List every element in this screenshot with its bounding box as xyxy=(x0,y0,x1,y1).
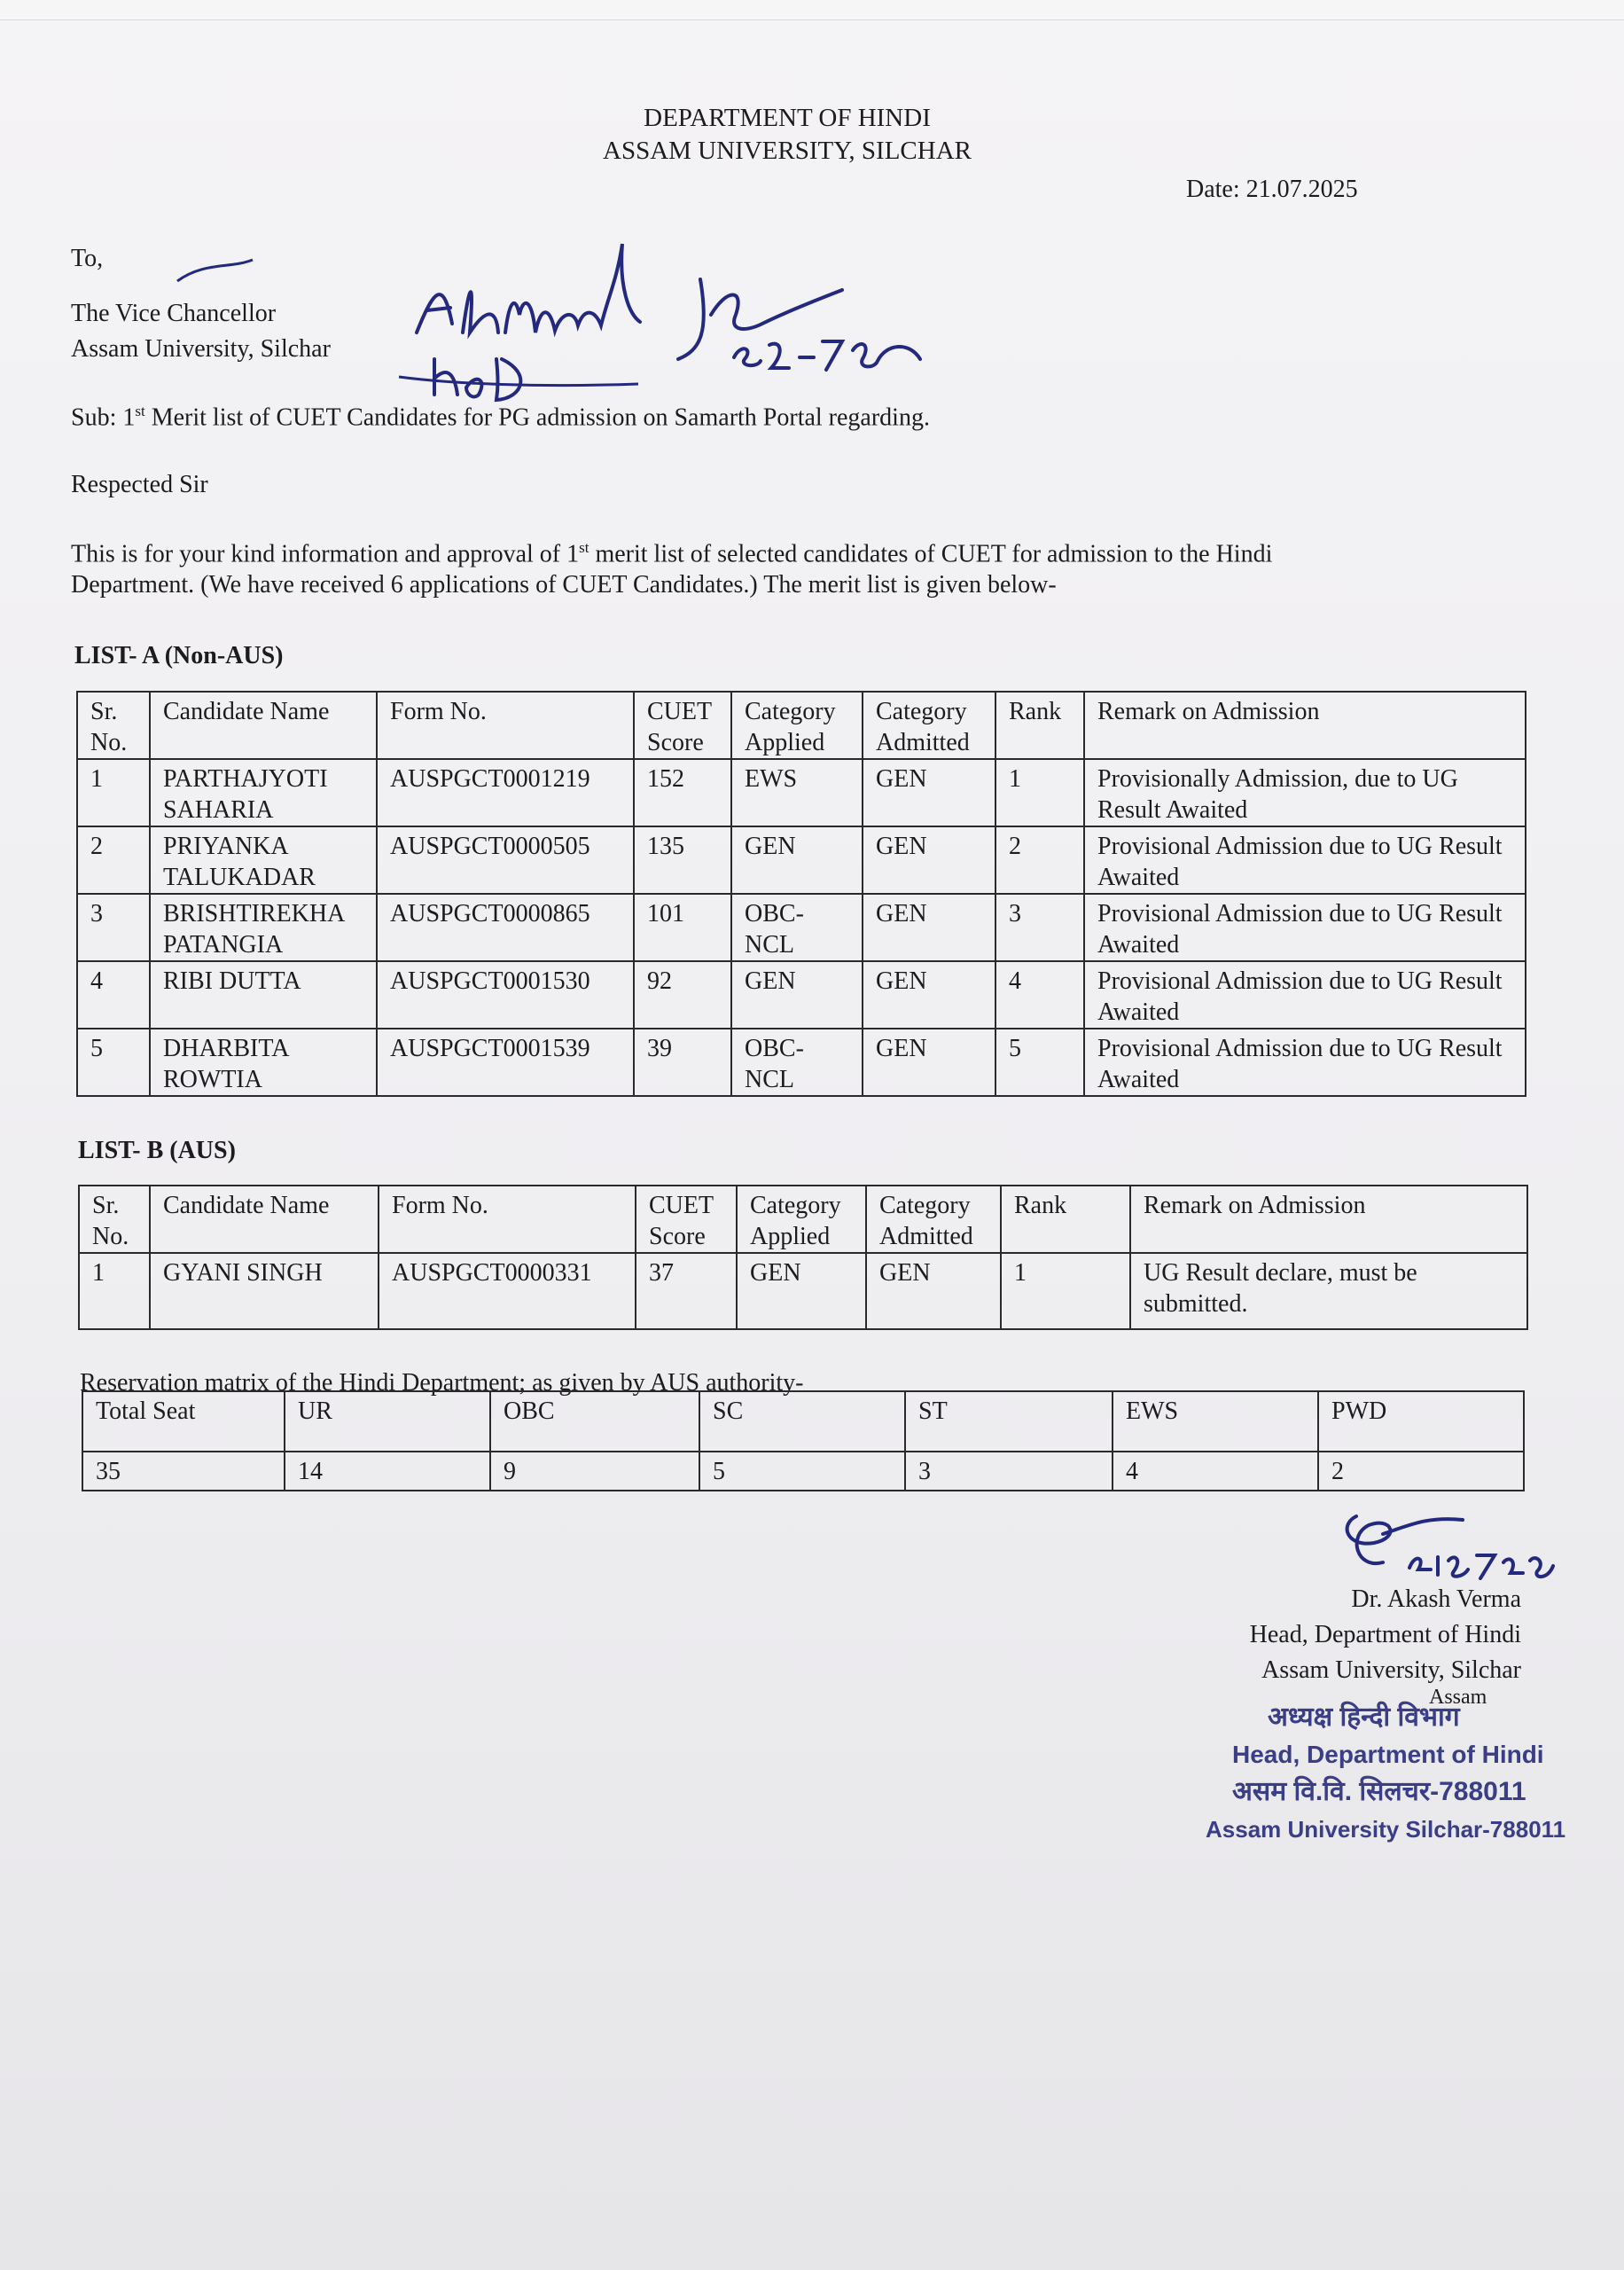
cell-remark: Provisional Admission due to UG Result Awaited xyxy=(1084,894,1526,961)
cell-remark: UG Result declare, must be submitted. xyxy=(1130,1253,1527,1329)
cell-score: 37 xyxy=(636,1253,737,1329)
reservation-table xyxy=(82,1390,1525,1491)
value-cell: 9 xyxy=(490,1452,699,1491)
reservation-values-row xyxy=(82,1452,1524,1491)
header-cell: PWD xyxy=(1318,1391,1524,1452)
cell-remark: Provisionally Admission, due to UG Result Awaited xyxy=(1084,759,1526,826)
list-b-header-row xyxy=(79,1186,1527,1253)
cell-score: 92 xyxy=(634,961,731,1029)
signatory-suffix: Assam xyxy=(1429,1686,1487,1709)
header-cell: Rank xyxy=(1001,1186,1130,1253)
cell-rank: 3 xyxy=(995,894,1084,961)
cell-name: GYANI SINGH xyxy=(150,1253,379,1329)
value-cell: 35 xyxy=(82,1452,285,1491)
body-sup: st xyxy=(579,539,589,556)
cell-rank: 1 xyxy=(1001,1253,1130,1329)
stamp-line-hindi-2: असम वि.वि. सिलचर-788011 xyxy=(1232,1777,1526,1806)
body-text-b: merit list of selected candidates of CUET for admission to the Hindi xyxy=(589,540,1273,568)
header-cell: Category Applied xyxy=(731,692,863,759)
body-text-a: This is for your kind information and approval of 1 xyxy=(71,540,580,568)
cell-remark: Provisional Admission due to UG Result Awaited xyxy=(1084,1029,1526,1096)
official-stamp xyxy=(1206,1698,1569,1847)
list-b-title: LIST- B (AUS) xyxy=(78,1137,236,1164)
address-line-2: Assam University, Silchar xyxy=(71,335,331,363)
cell-cat-admitted: GEN xyxy=(866,1253,1001,1329)
subject-prefix: Sub: 1 xyxy=(71,403,136,432)
signatory-name: Dr. Akash Verma xyxy=(1351,1585,1521,1613)
cell-score: 135 xyxy=(634,826,731,894)
cell-sr: 5 xyxy=(77,1029,150,1096)
cell-cat-applied: OBC-NCL xyxy=(731,1029,863,1096)
value-cell: 5 xyxy=(699,1452,905,1491)
header-cell: CUET Score xyxy=(634,692,731,759)
header-cell: Remark on Admission xyxy=(1084,692,1526,759)
cell-cat-applied: OBC-NCL xyxy=(731,894,863,961)
letterhead xyxy=(0,102,1574,168)
salutation: Respected Sir xyxy=(71,471,208,498)
cell-cat-applied: GEN xyxy=(731,961,863,1029)
cell-cat-applied: GEN xyxy=(731,826,863,894)
cell-cat-admitted: GEN xyxy=(863,759,995,826)
value-cell: 3 xyxy=(905,1452,1113,1491)
address-line-1: The Vice Chancellor xyxy=(71,300,277,327)
cell-name: BRISHTIREKHA PATANGIA xyxy=(150,894,377,961)
cell-cat-admitted: GEN xyxy=(863,894,995,961)
header-cell: Rank xyxy=(995,692,1084,759)
cell-form: AUSPGCT0001539 xyxy=(377,1029,634,1096)
signatory-org: Assam University, Silchar xyxy=(1261,1656,1521,1684)
cell-sr: 3 xyxy=(77,894,150,961)
cell-rank: 5 xyxy=(995,1029,1084,1096)
list-a-header-row xyxy=(77,692,1526,759)
cell-cat-applied: GEN xyxy=(737,1253,866,1329)
body-line-2: Department. (We have received 6 applications of CUET Candidates.) The merit list is given below- xyxy=(71,571,1057,599)
value-cell: 14 xyxy=(285,1452,490,1491)
cell-cat-applied: EWS xyxy=(731,759,863,826)
cell-score: 39 xyxy=(634,1029,731,1096)
header-cell: ST xyxy=(905,1391,1113,1452)
header-cell: Candidate Name xyxy=(150,692,377,759)
body-line-1 xyxy=(71,530,1272,572)
cell-remark: Provisional Admission due to UG Result Awaited xyxy=(1084,961,1526,1029)
header-cell: OBC xyxy=(490,1391,699,1452)
cell-rank: 4 xyxy=(995,961,1084,1029)
cell-cat-admitted: GEN xyxy=(863,961,995,1029)
header-cell: Form No. xyxy=(377,692,634,759)
list-a-title: LIST- A (Non-AUS) xyxy=(74,642,284,669)
header-cell: Total Seat xyxy=(82,1391,285,1452)
header-cell: EWS xyxy=(1113,1391,1318,1452)
list-b-table xyxy=(78,1185,1528,1330)
cell-name: RIBI DUTTA xyxy=(150,961,377,1029)
table-row xyxy=(79,1253,1527,1329)
cell-sr: 4 xyxy=(77,961,150,1029)
signatory-block xyxy=(1064,1582,1521,1688)
header-cell: Remark on Admission xyxy=(1130,1186,1527,1253)
handwritten-approval xyxy=(168,226,1011,412)
header-cell: Sr. No. xyxy=(77,692,150,759)
cell-score: 152 xyxy=(634,759,731,826)
header-cell: Category Admitted xyxy=(866,1186,1001,1253)
cell-sr: 2 xyxy=(77,826,150,894)
value-cell: 4 xyxy=(1113,1452,1318,1491)
cell-form: AUSPGCT0001530 xyxy=(377,961,634,1029)
subject-text: Merit list of CUET Candidates for PG admission on Samarth Portal regarding. xyxy=(144,403,930,432)
list-a-table xyxy=(76,691,1526,1097)
cell-rank: 1 xyxy=(995,759,1084,826)
header-cell: Candidate Name xyxy=(150,1186,379,1253)
department-name: DEPARTMENT OF HINDI xyxy=(644,104,931,132)
table-row xyxy=(77,1029,1526,1096)
stamp-line-english-2: Assam University Silchar-788011 xyxy=(1206,1816,1566,1843)
cell-form: AUSPGCT0000331 xyxy=(379,1253,636,1329)
top-edge-strip xyxy=(0,0,1624,20)
cell-score: 101 xyxy=(634,894,731,961)
cell-name: PARTHAJYOTI SAHARIA xyxy=(150,759,377,826)
header-cell: Sr. No. xyxy=(79,1186,150,1253)
stamp-line-hindi-1: अध्यक्ष हिन्दी विभाग xyxy=(1268,1702,1460,1732)
cell-name: PRIYANKA TALUKADAR xyxy=(150,826,377,894)
cell-sr: 1 xyxy=(77,759,150,826)
header-cell: SC xyxy=(699,1391,905,1452)
table-row xyxy=(77,759,1526,826)
cell-form: AUSPGCT0001219 xyxy=(377,759,634,826)
table-row xyxy=(77,826,1526,894)
stamp-line-english-1: Head, Department of Hindi xyxy=(1232,1741,1544,1768)
cell-remark: Provisional Admission due to UG Result Awaited xyxy=(1084,826,1526,894)
header-cell: UR xyxy=(285,1391,490,1452)
letter-date: Date: 21.07.2025 xyxy=(1186,176,1358,203)
signatory-title: Head, Department of Hindi xyxy=(1249,1621,1521,1648)
table-row xyxy=(77,961,1526,1029)
cell-cat-admitted: GEN xyxy=(863,826,995,894)
reservation-header-row xyxy=(82,1391,1524,1452)
header-cell: CUET Score xyxy=(636,1186,737,1253)
cell-form: AUSPGCT0000865 xyxy=(377,894,634,961)
address-to: To, xyxy=(71,245,104,272)
cell-name: DHARBITA ROWTIA xyxy=(150,1029,377,1096)
subject-sup: st xyxy=(135,403,145,419)
header-cell: Category Applied xyxy=(737,1186,866,1253)
header-cell: Form No. xyxy=(379,1186,636,1253)
cell-cat-admitted: GEN xyxy=(863,1029,995,1096)
header-cell: Category Admitted xyxy=(863,692,995,759)
reservation-title: Reservation matrix of the Hindi Department; as given by AUS authority- xyxy=(80,1369,804,1397)
table-row xyxy=(77,894,1526,961)
cell-sr: 1 xyxy=(79,1253,150,1329)
subject-line xyxy=(71,394,930,435)
university-name: ASSAM UNIVERSITY, SILCHAR xyxy=(603,137,972,165)
value-cell: 2 xyxy=(1318,1452,1524,1491)
handwritten-signature xyxy=(1330,1499,1569,1587)
cell-form: AUSPGCT0000505 xyxy=(377,826,634,894)
cell-rank: 2 xyxy=(995,826,1084,894)
